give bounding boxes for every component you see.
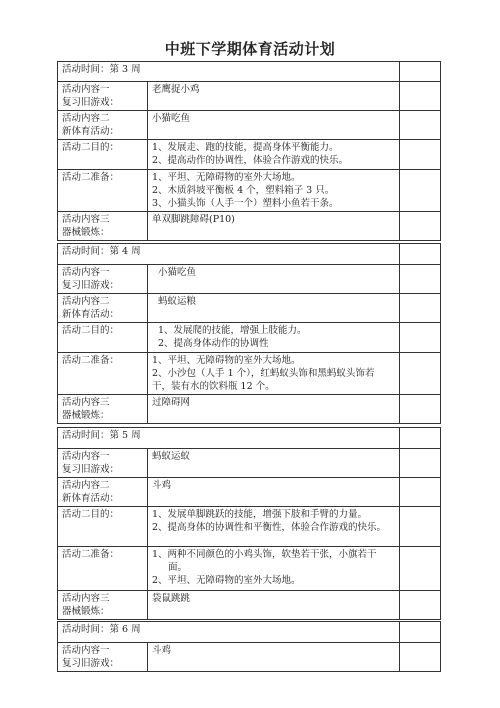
row-content: 袋鼠跳跳 <box>148 591 400 620</box>
time-row <box>58 62 441 82</box>
empty-cell <box>400 507 441 547</box>
time-row <box>58 428 441 449</box>
table-row <box>58 323 441 353</box>
row-label: 活动内容一 复习旧游戏： <box>58 82 148 111</box>
table-row <box>58 140 441 170</box>
row-label: 活动内容三 器械锻炼： <box>58 395 148 424</box>
empty-cell <box>400 212 441 241</box>
empty-cell <box>400 622 441 643</box>
activity-time: 活动时间：第 5 周 <box>58 428 400 449</box>
empty-cell <box>400 62 441 82</box>
table-row <box>58 353 441 395</box>
row-content: 1、平坦、无障碍物的室外大场地。 2、木质斜坡平衡板 4 个，塑料箱子 3 只。 3、小猫头饰（人手一个）塑料小鱼若干条。 <box>148 170 400 212</box>
empty-cell <box>400 591 441 620</box>
table-row <box>58 395 441 424</box>
week-table <box>57 621 441 672</box>
empty-cell <box>400 111 441 140</box>
table-row <box>58 212 441 241</box>
empty-cell <box>400 449 441 478</box>
row-content: 蚂蚁运粮 <box>148 294 400 323</box>
row-label: 活动内容一 复习旧游戏： <box>58 449 148 478</box>
table-row <box>58 111 441 140</box>
activity-time: 活动时间：第 4 周 <box>58 244 400 265</box>
row-label: 活动内容二 新体育活动： <box>58 111 148 140</box>
row-label: 活动内容一 复习旧游戏： <box>58 265 148 294</box>
week-table <box>57 61 441 241</box>
time-row <box>58 622 441 643</box>
row-content: 单双脚跳障碍(P10) <box>148 212 400 241</box>
row-label: 活动内容二 新体育活动： <box>58 294 148 323</box>
row-content: 1、发展单脚跳跃的技能，增强下肢和手臂的力量。 2、提高身体的协调性和平衡性，体验合作游戏的快乐。 <box>148 507 400 547</box>
row-label: 活动内容一 复习旧游戏： <box>58 643 148 672</box>
row-label: 活动二目的： <box>58 140 148 170</box>
empty-cell <box>400 244 441 265</box>
row-label: 活动内容三 器械锻炼： <box>58 212 148 241</box>
table-row <box>58 643 441 672</box>
table-row <box>58 170 441 212</box>
empty-cell <box>400 294 441 323</box>
empty-cell <box>400 643 441 672</box>
row-content: 小猫吃鱼 <box>148 111 400 140</box>
empty-cell <box>400 82 441 111</box>
row-label: 活动二准备： <box>58 170 148 212</box>
table-row <box>58 547 441 591</box>
activity-time: 活动时间：第 3 周 <box>58 62 400 82</box>
empty-cell <box>400 478 441 507</box>
row-content: 1、发展爬的技能，增强上肢能力。 2、提高身体动作的协调性 <box>148 323 400 353</box>
row-label: 活动二准备： <box>58 353 148 395</box>
empty-cell <box>400 547 441 591</box>
table-row <box>58 294 441 323</box>
row-content: 过障碍网 <box>148 395 400 424</box>
row-label: 活动二目的： <box>58 323 148 353</box>
row-content: 小猫吃鱼 <box>148 265 400 294</box>
empty-cell <box>400 265 441 294</box>
empty-cell <box>400 170 441 212</box>
empty-cell <box>400 353 441 395</box>
table-row <box>58 449 441 478</box>
row-content: 斗鸡 <box>148 478 400 507</box>
row-content: 蚂蚁运蚁 <box>148 449 400 478</box>
row-content: 1、两种不同颜色的小鸡头饰，软垫若干张，小旗若干 面。 2、平坦、无障碍物的室外大场地。 <box>148 547 400 591</box>
row-label: 活动内容三 器械锻炼： <box>58 591 148 620</box>
time-row <box>58 244 441 265</box>
row-content: 1、平坦、无障碍物的室外大场地。 2、小沙包（人手 1 个），红蚂蚁头饰和黑蚂蚁头饰若 干，装有水的饮料瓶 12 个。 <box>148 353 400 395</box>
row-label: 活动二目的： <box>58 507 148 547</box>
table-row <box>58 265 441 294</box>
row-content: 斗鸡 <box>148 643 400 672</box>
empty-cell <box>400 323 441 353</box>
table-row <box>58 478 441 507</box>
table-row <box>58 507 441 547</box>
empty-cell <box>400 395 441 424</box>
week-table <box>57 243 441 424</box>
empty-cell <box>400 428 441 449</box>
row-content: 1、发展走、跑的技能，提高身体平衡能力。 2、提高动作的协调性，体验合作游戏的快乐。 <box>148 140 400 170</box>
row-label: 活动二准备： <box>58 547 148 591</box>
empty-cell <box>400 140 441 170</box>
page-title: 中班下学期体育活动计划 <box>164 40 336 58</box>
table-row <box>58 82 441 111</box>
activity-time: 活动时间：第 6 周 <box>58 622 400 643</box>
table-row <box>58 591 441 620</box>
row-content: 老鹰捉小鸡 <box>148 82 400 111</box>
row-label: 活动内容二 新体育活动： <box>58 478 148 507</box>
week-table <box>57 427 441 620</box>
